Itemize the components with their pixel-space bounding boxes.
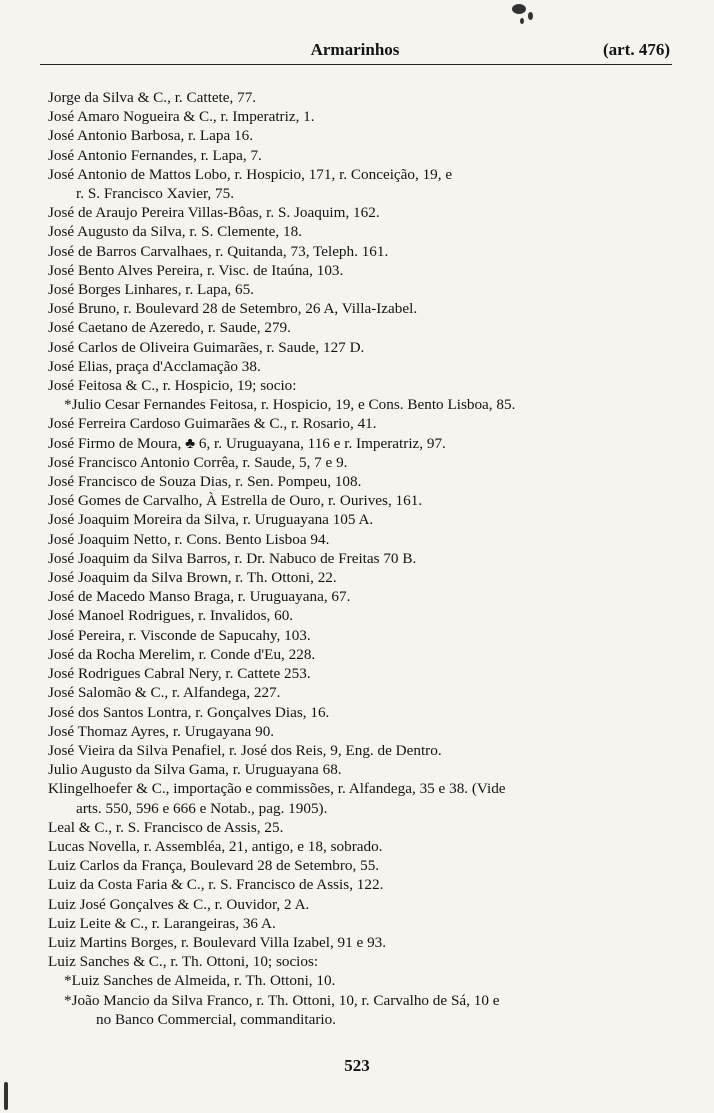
ink-speck [512, 4, 526, 14]
list-item: José Caetano de Azeredo, r. Saude, 279. [48, 319, 291, 337]
list-item: Luiz Sanches & C., r. Th. Ottoni, 10; socios: [48, 953, 319, 971]
list-item: Leal & C., r. S. Francisco de Assis, 25. [48, 818, 284, 836]
list-item: José Joaquim da Silva Barros, r. Dr. Nabuco de Freitas 70 B. [48, 549, 417, 567]
ink-speck [4, 1082, 8, 1110]
list-item: José Borges Linhares, r. Lapa, 65. [48, 281, 254, 299]
list-item: José Bruno, r. Boulevard 28 de Setembro, 26 A, Villa-Izabel. [48, 300, 418, 318]
list-item-partner: *Luiz Sanches de Almeida, r. Th. Ottoni, 10. [64, 972, 336, 990]
list-item: José Feitosa & C., r. Hospicio, 19; socio: [48, 377, 297, 395]
list-item: José da Rocha Merelim, r. Conde d'Eu, 228. [48, 645, 316, 663]
list-item: José Firmo de Moura, ♣ 6, r. Uruguayana, 116 e r. Imperatriz, 97. [48, 434, 446, 452]
list-item: José Pereira, r. Visconde de Sapucahy, 103. [48, 626, 311, 644]
list-item: José de Barros Carvalhaes, r. Quitanda, 73, Teleph. 161. [48, 242, 389, 260]
article-reference: (art. 476) [602, 40, 670, 59]
ink-speck [528, 12, 533, 20]
list-item: José Antonio de Mattos Lobo, r. Hospicio, 171, r. Conceição, 19, e [48, 165, 453, 183]
list-item: Luiz Leite & C., r. Larangeiras, 36 A. [48, 914, 276, 932]
directory-list [48, 88, 692, 1029]
list-item: Klingelhoefer & C., importação e commissões, r. Alfandega, 35 e 38. (Vide [48, 780, 506, 798]
list-item: José Bento Alves Pereira, r. Visc. de Itaúna, 103. [48, 261, 344, 279]
list-item: José dos Santos Lontra, r. Gonçalves Dias, 16. [48, 703, 330, 721]
list-item: Lucas Novella, r. Assembléa, 21, antigo, e 18, sobrado. [48, 837, 383, 855]
list-item-continuation: no Banco Commercial, commanditario. [96, 1010, 336, 1028]
list-item-continuation: r. S. Francisco Xavier, 75. [76, 185, 234, 203]
ink-speck [520, 18, 524, 24]
list-item: José Salomão & C., r. Alfandega, 227. [48, 684, 281, 702]
header-rule [40, 64, 672, 65]
page-number: 523 [344, 1056, 370, 1075]
list-item: José Gomes de Carvalho, À Estrella de Ouro, r. Ourives, 161. [48, 492, 423, 510]
list-item: José Vieira da Silva Penafiel, r. José dos Reis, 9, Eng. de Dentro. [48, 741, 442, 759]
list-item: Luiz Carlos da França, Boulevard 28 de Setembro, 55. [48, 857, 380, 875]
list-item: José Thomaz Ayres, r. Urugayana 90. [48, 722, 275, 740]
list-item: José de Macedo Manso Braga, r. Uruguayana, 67. [48, 588, 351, 606]
list-item: José Francisco Antonio Corrêa, r. Saude, 5, 7 e 9. [48, 453, 348, 471]
list-item: Jorge da Silva & C., r. Cattete, 77. [48, 89, 257, 106]
list-item: José Manoel Rodrigues, r. Invalidos, 60. [48, 607, 294, 625]
list-item: José Joaquim da Silva Brown, r. Th. Ottoni, 22. [48, 569, 337, 587]
page-header [40, 38, 670, 64]
list-item: José de Araujo Pereira Villas-Bôas, r. S. Joaquim, 162. [48, 204, 380, 222]
list-item: José Francisco de Souza Dias, r. Sen. Pompeu, 108. [48, 473, 362, 491]
list-item: Luiz José Gonçalves & C., r. Ouvidor, 2 A. [48, 895, 310, 913]
list-item: José Antonio Barbosa, r. Lapa 16. [48, 127, 254, 145]
list-item-partner: *João Mancio da Silva Franco, r. Th. Ottoni, 10, r. Carvalho de Sá, 10 e [64, 991, 500, 1009]
list-item: José Rodrigues Cabral Nery, r. Cattete 253. [48, 665, 311, 683]
list-item: José Amaro Nogueira & C., r. Imperatriz, 1. [48, 108, 315, 126]
list-item: Luiz da Costa Faria & C., r. S. Francisco de Assis, 122. [48, 876, 384, 894]
list-item: José Antonio Fernandes, r. Lapa, 7. [48, 146, 262, 164]
list-item: Luiz Martins Borges, r. Boulevard Villa Izabel, 91 e 93. [48, 933, 387, 951]
section-title: Armarinhos [310, 40, 400, 59]
list-item: Julio Augusto da Silva Gama, r. Uruguayana 68. [48, 761, 342, 779]
list-item-partner: *Julio Cesar Fernandes Feitosa, r. Hospicio, 19, e Cons. Bento Lisboa, 85. [64, 396, 516, 414]
list-item: José Elias, praça d'Acclamação 38. [48, 357, 261, 375]
list-item: José Joaquim Netto, r. Cons. Bento Lisboa 94. [48, 530, 330, 548]
list-item-continuation: arts. 550, 596 e 666 e Notab., pag. 1905). [76, 799, 328, 817]
list-item: José Joaquim Moreira da Silva, r. Uruguayana 105 A. [48, 511, 374, 529]
list-item: José Augusto da Silva, r. S. Clemente, 18. [48, 223, 302, 241]
list-item: José Ferreira Cardoso Guimarães & C., r. Rosario, 41. [48, 415, 377, 433]
list-item: José Carlos de Oliveira Guimarães, r. Saude, 127 D. [48, 338, 365, 356]
